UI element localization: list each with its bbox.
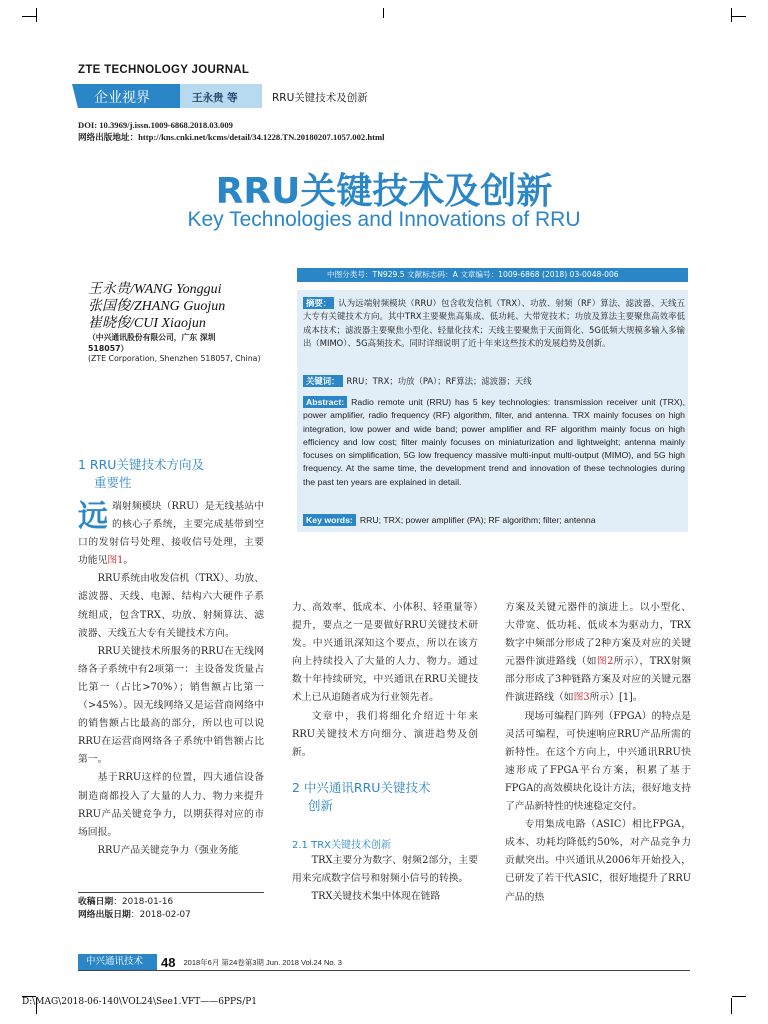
section-1-heading-line: 重要性 xyxy=(94,475,132,490)
online-address: 网络出版地址：http://kns.cnki.net/kcms/detail/34.1228.TN.20180207.1057.002.html xyxy=(78,132,385,142)
abstract-en-text: Radio remote unit (RRU) has 5 key technologies: transmission receiver unit (TRX), power amplifier, radio frequency (RF) algorithm, filter, and antenna. TRX mainly focuses on high integration, low power and wide band; power amplifier and RF algorithm mainly focus on high efficiency and low cost; filter mainly focuses on miniaturization and lightweight; antenna mainly focuses on simplification, 5G low frequency massive multi-input multi-output (MIMO), and 5G high frequency. At the same time, the development trend and innovation of these technologies during the past ten years are explained in detail. xyxy=(303,397,685,487)
keywords-cn xyxy=(303,375,685,388)
footer-magazine: 中兴通讯技术 xyxy=(78,954,157,970)
received-date xyxy=(78,896,191,909)
running-authors: 王永贵 等 xyxy=(180,84,262,108)
affiliation xyxy=(88,333,288,365)
author-list xyxy=(88,281,225,332)
author: 王永贵/WANG Yonggui xyxy=(88,282,222,297)
affiliation-cn: （中兴通讯股份有限公司，广东 深圳 xyxy=(88,333,216,342)
crop-mark xyxy=(731,8,732,22)
received-value: ：2018-01-16 xyxy=(113,897,174,907)
paragraph-text: 方案及关键元器件的演进上。以小型化、大带宽、低功耗、低成本为驱动力，TRX数字中频部分形成了2种方案及对应的关键元器件演进路线（如 xyxy=(505,602,691,668)
column-3-body xyxy=(505,599,691,907)
issue-info: 2018年6月 第24卷第3期 Jun. 2018 Vol.24 No. 3 xyxy=(183,957,342,967)
section-2-heading-line: 创新 xyxy=(308,798,334,813)
affiliation-en: (ZTE Corporation, Shenzhen 518057, China) xyxy=(88,354,261,363)
paragraph-text: 。 xyxy=(123,555,134,567)
paragraph-text: 端射频模块（RRU）是无线基站中的核心子系统，主要完成基带到空口的发射信号处理、接收信号处理，主要功能见 xyxy=(78,501,264,567)
column-2-body-lower xyxy=(292,852,478,906)
crop-mark xyxy=(383,8,384,18)
journal-name: ZTE TECHNOLOGY JOURNAL xyxy=(78,64,250,76)
paragraph-2: RRU系统由收发信机（TRX）、功放、滤波器、天线、电源、结构六大硬件子系统组成，包含TRX、功放、射频算法、滤波器、天线五大专有关键技术方向。 xyxy=(78,573,264,639)
section-1-heading-line: 1 RRU关键技术方向及 xyxy=(78,457,204,472)
section-2-heading-line: 2 中兴通讯RRU关键技术 xyxy=(292,780,431,795)
subsection-2-1-heading: 2.1 TRX关键技术创新 xyxy=(292,840,391,851)
column-1-body xyxy=(78,498,264,860)
classification-bar: 中图分类号：TN929.5 文献标志码：A 文章编号：1009-6868 (2018) 03-0048-006 xyxy=(297,268,688,282)
paragraph: TRX关键技术集中体现在链路 xyxy=(311,891,441,903)
section-1-heading xyxy=(78,456,204,492)
doi-line: DOI: 10.3969/j.issn.1009-6868.2018.03.009 xyxy=(78,120,233,130)
figure-ref[interactable]: 图2 xyxy=(596,656,614,668)
doi-block xyxy=(78,119,385,143)
abstract-cn-text: 认为远端射频模块（RRU）包含收发信机（TRX）、功放、射频（RF）算法、滤波器、天线五大专有关键技术方向。其中TRX主要聚焦高集成、低功耗、大带宽技术；功放及算法主要聚焦高效率低成本技术；滤波器主要聚焦小型化、轻量化技术；天线主要聚焦于天面简化、5G低频大规模多输入多输出（MIMO）、5G高频技术。同时详细说明了近十年来这些技术的发展趋势及创新。 xyxy=(303,298,685,348)
online-date xyxy=(78,909,191,922)
date-block xyxy=(78,896,191,921)
keywords-en-text: RRU; TRX; power amplifier (PA); RF algorithm; filter; antenna xyxy=(359,515,596,525)
keywords-en xyxy=(303,514,685,527)
received-label: 收稿日期 xyxy=(78,897,114,907)
crop-mark xyxy=(732,16,746,17)
abstract-cn xyxy=(303,297,685,350)
page-number: 48 xyxy=(161,954,176,970)
crop-mark xyxy=(732,996,746,997)
paragraph-5: RRU产品关键竞争力（强业务能 xyxy=(97,844,239,856)
paragraph-4: 基于RRU这样的位置，四大通信设备制造商都投入了大量的人力、物力来提升RRU产品关键竞争力，以期获得对应的市场回报。 xyxy=(78,772,264,838)
keywords-cn-text: RRU；TRX；功放（PA）；RF算法；滤波器；天线 xyxy=(346,376,532,386)
paragraph: 专用集成电路（ASIC）相比FPGA，成本、功耗均降低约50%，对产品竞争力贡献突出。中兴通讯从2006年开始投入，已研发了若干代ASIC，很好地提升了RRU产品的热 xyxy=(505,819,691,903)
paragraph: TRX主要分为数字、射频2部分，主要用来完成数字信号和射频小信号的转换。 xyxy=(292,855,478,885)
abstract-en xyxy=(303,396,685,489)
keywords-en-label: Key words: xyxy=(303,514,356,526)
section-label: 企业视界 xyxy=(78,84,180,108)
paragraph: 文章中，我们将细化介绍近十年来RRU关键技术方向细分、演进趋势及创新。 xyxy=(292,710,478,758)
column-bar xyxy=(78,84,378,108)
paragraph-continued: 力、高效率、低成本、小体积、轻重量等）提升，要点之一是要做好RRU关键技术研发。中兴通讯深知这个要点，所以在该方向上持续投入了大量的人力、物力。通过数十年持续研究，中兴通讯在RRU关键技术上已从追随者成为行业领先者。 xyxy=(292,602,478,704)
drop-cap: 远 xyxy=(78,499,108,534)
paragraph: 现场可编程门阵列（FPGA）的特点是灵活可编程，可快速响应RRU产品所需的新特性。在这个方向上，中兴通讯RRU快速形成了FPGA平台方案，积累了基于FPGA的高效模块化设计方法，很好地支持了产品新特性的快速稳定交付。 xyxy=(505,710,691,813)
online-label: 网络出版日期 xyxy=(78,909,131,920)
author: 崔晓俊/CUI Xiaojun xyxy=(88,316,206,331)
title-cn: RRU关键技术及创新 xyxy=(215,171,553,212)
paragraph-1 xyxy=(78,498,264,570)
section-2-heading xyxy=(292,779,430,815)
paragraph-continued xyxy=(505,599,691,708)
paragraph-3: RRU关键技术所服务的RRU在无线网络各子系统中有2项第一：主设备发货量占比第一（占比>70%）；销售额占比第一（>45%）。因无线网络又是运营商网络中的销售额占比最高的部分，所以也可以说RRU在运营商网络各子系统中销售额占比第一。 xyxy=(78,645,264,766)
keywords-label: 关键词： xyxy=(303,375,343,387)
footer-rule xyxy=(78,970,690,971)
crop-mark xyxy=(22,16,36,17)
paragraph-text: 所示）[1]。 xyxy=(589,692,643,704)
abstract-en-label: Abstract: xyxy=(303,396,347,408)
crop-mark xyxy=(36,8,37,22)
paragraph-text: 所示），TRX射频部分形成了3种链路方案及对应的关键元器件演进路线（如 xyxy=(505,656,691,704)
footnote-rule xyxy=(78,892,264,893)
page-footer xyxy=(78,954,342,970)
figure-ref[interactable]: 图1 xyxy=(107,555,124,567)
file-path: D:\MAG\2018-06-140\VOL24\See1.VFT——6PPS/P1 xyxy=(22,997,258,1007)
column-2-body xyxy=(292,599,478,762)
abstract-label: 摘要： xyxy=(303,297,334,309)
affiliation-cn-zip: 518057） xyxy=(88,343,129,353)
author: 张国俊/ZHANG Guojun xyxy=(88,299,226,314)
online-value: ：2018-02-07 xyxy=(130,909,191,920)
figure-ref[interactable]: 图3 xyxy=(573,692,590,704)
running-title: RRU关键技术及创新 xyxy=(272,92,368,104)
title-en: Key Technologies and Innovations of RRU xyxy=(187,208,581,231)
crop-mark xyxy=(731,998,732,1014)
